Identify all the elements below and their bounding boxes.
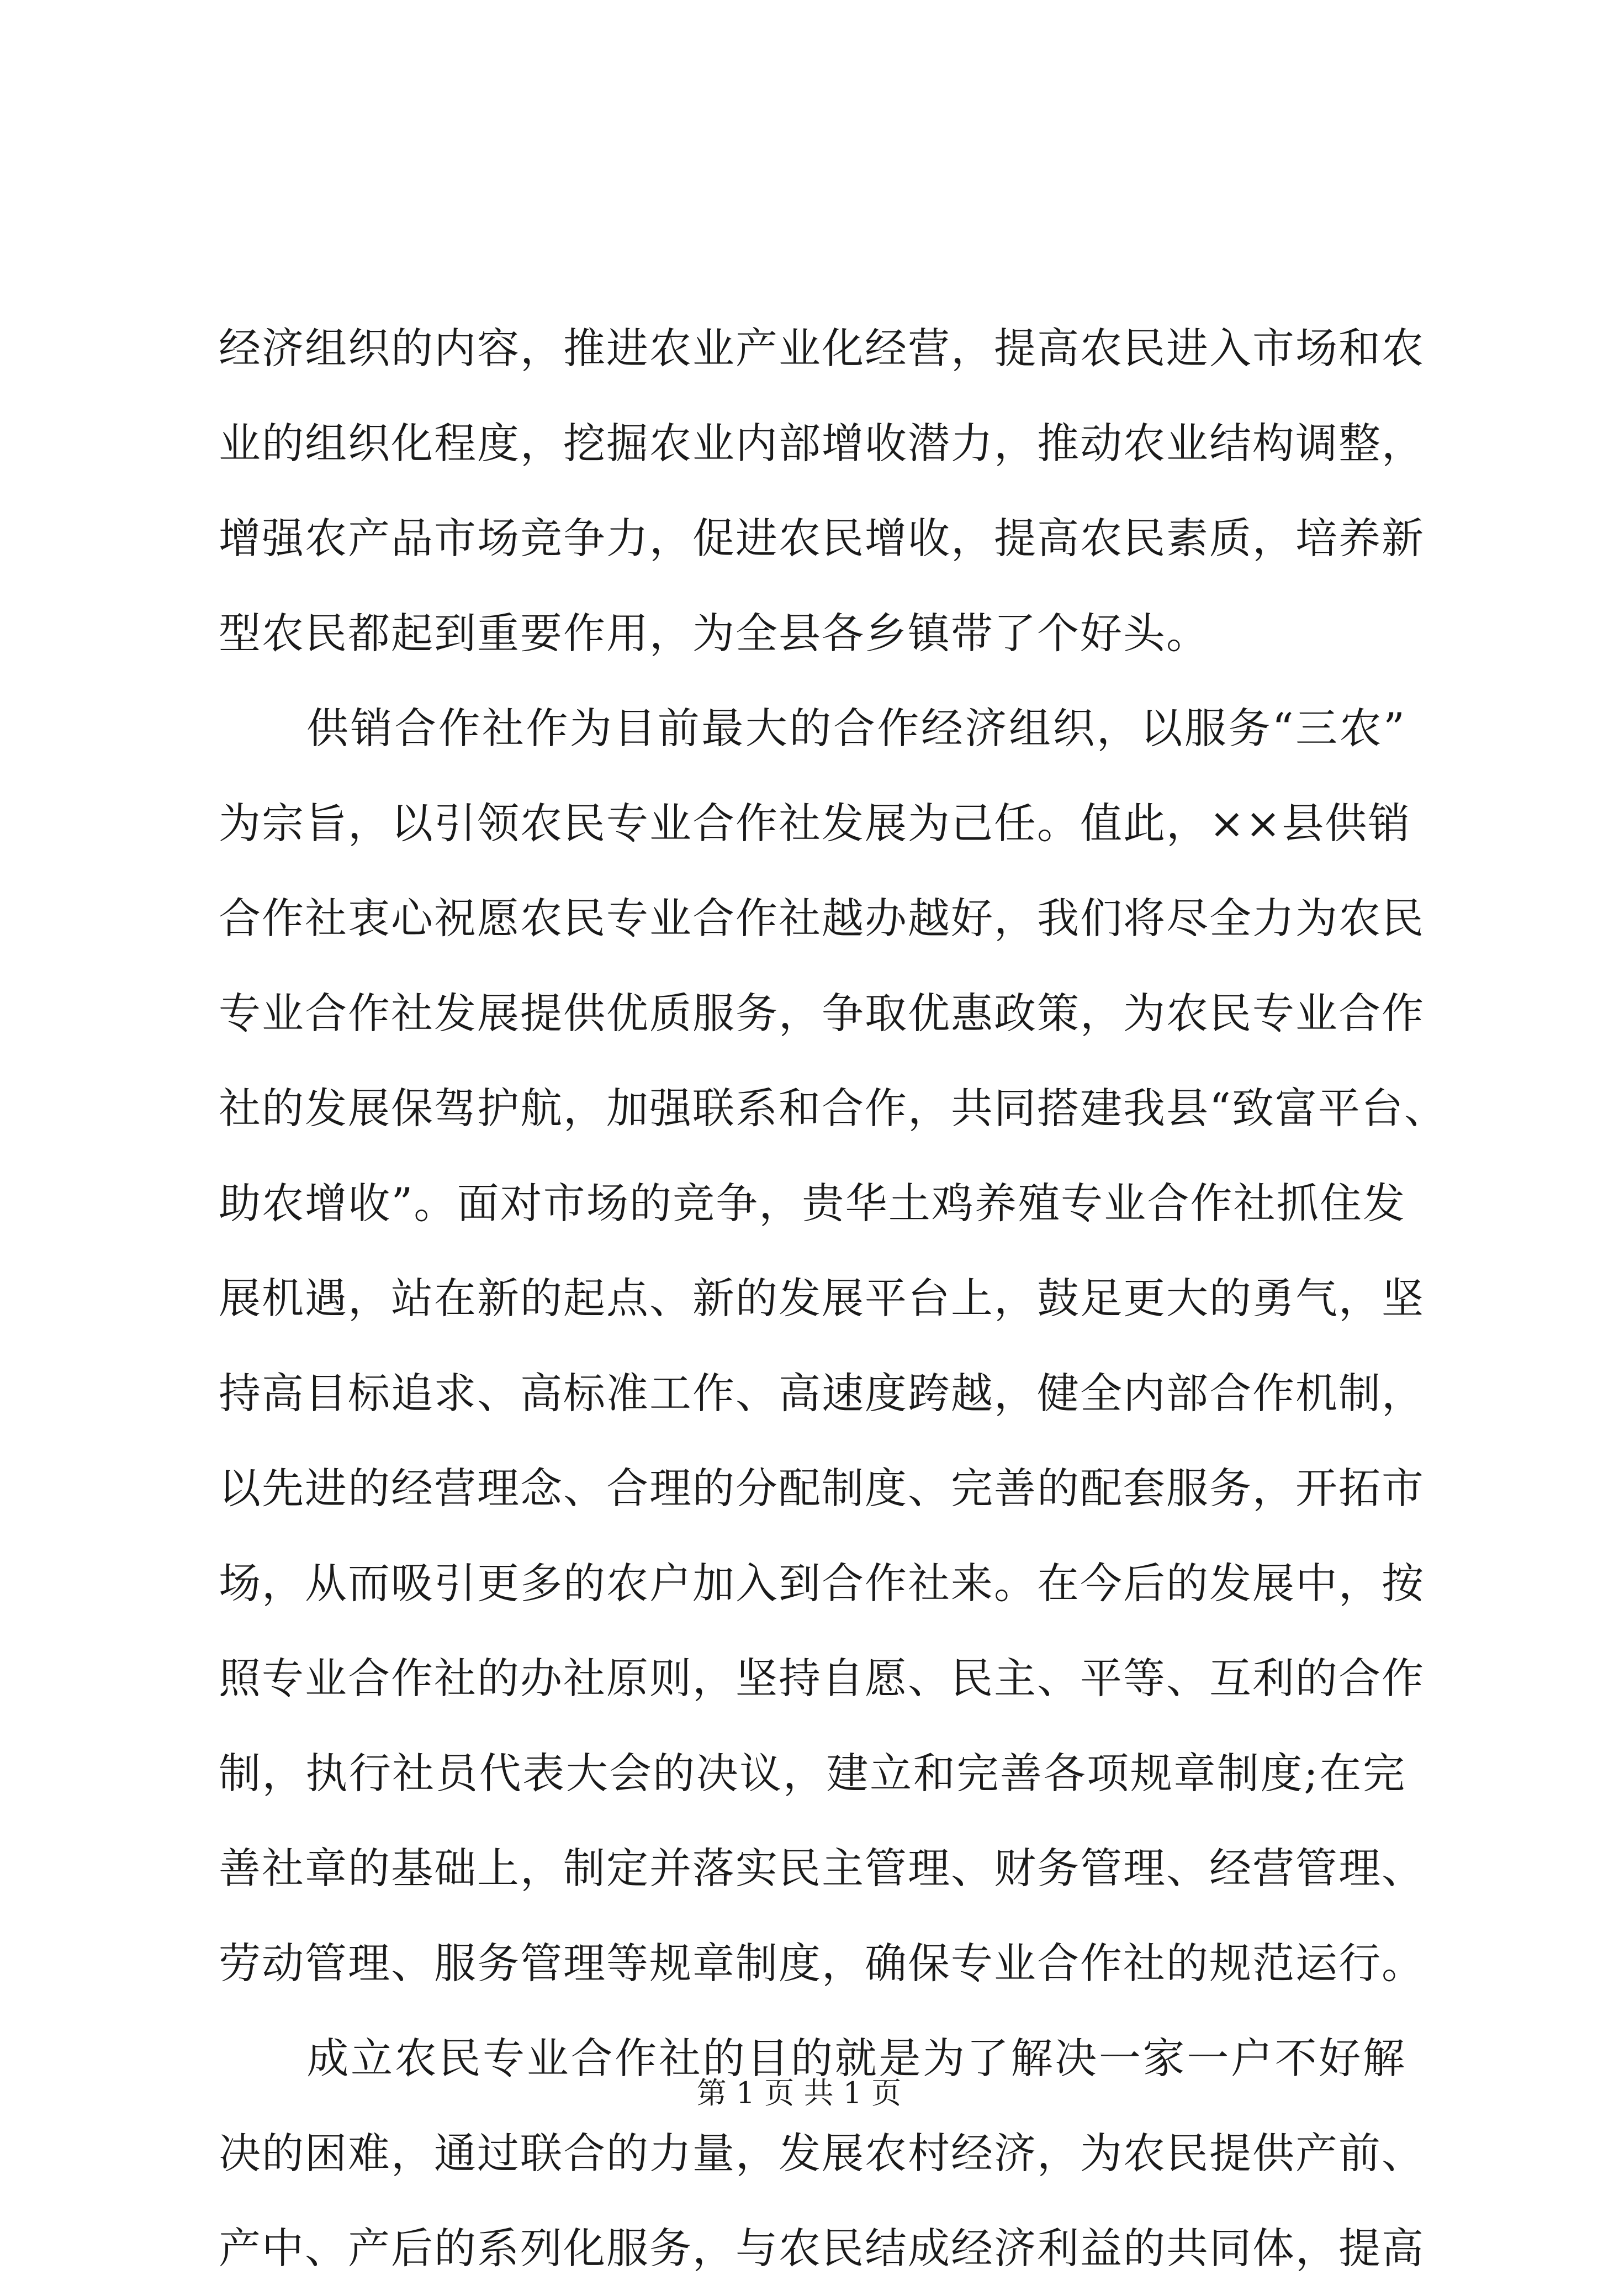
text-line: 为宗旨，以引领农民专业合作社发展为己任。值此，××县供销 [219, 799, 1411, 848]
text-line: 持高目标追求、高标准工作、高速度跨越，健全内部合作机制， [219, 1369, 1425, 1418]
text-line: 以先进的经营理念、合理的分配制度、完善的配套服务，开拓市 [219, 1464, 1425, 1513]
paragraph-first-line: 供销合作社作为目前最大的合作经济组织，以服务“三农” [219, 704, 1406, 753]
text-line: 善社章的基础上，制定并落实民主管理、财务管理、经营管理、 [219, 1844, 1425, 1893]
text-line: 增强农产品市场竞争力，促进农民增收，提高农民素质，培养新 [219, 514, 1425, 563]
text-line: 社的发展保驾护航，加强联系和合作，共同搭建我县“致富平台、 [219, 1084, 1447, 1133]
page-number-footer: 第 1 页 共 1 页 [696, 2076, 902, 2110]
text-line: 展机遇，站在新的起点、新的发展平台上，鼓足更大的勇气，坚 [219, 1274, 1425, 1323]
text-line: 场，从而吸引更多的农户加入到合作社来。在今后的发展中，按 [219, 1559, 1425, 1608]
text-line: 制，执行社员代表大会的决议，建立和完善各项规章制度;在完 [219, 1749, 1406, 1798]
text-line: 产中、产后的系列化服务，与农民结成经济利益的共同体，提高 [219, 2224, 1425, 2273]
text-line: 专业合作社发展提供优质服务，争取优惠政策，为农民专业合作 [219, 989, 1425, 1038]
text-line: 型农民都起到重要作用，为全县各乡镇带了个好头。 [219, 609, 1209, 658]
text-line: 经济组织的内容，推进农业产业化经营，提高农民进入市场和农 [219, 324, 1425, 373]
text-line: 照专业合作社的办社原则，坚持自愿、民主、平等、互利的合作 [219, 1654, 1425, 1703]
document-body [219, 301, 1447, 2296]
text-line: 助农增收”。面对市场的竞争，贵华土鸡养殖专业合作社抓住发 [219, 1179, 1406, 1228]
text-line: 决的困难，通过联合的力量，发展农村经济，为农民提供产前、 [219, 2129, 1425, 2178]
text-line: 劳动管理、服务管理等规章制度，确保专业合作社的规范运行。 [219, 1939, 1425, 1988]
text-line: 合作社衷心祝愿农民专业合作社越办越好，我们将尽全力为农民 [219, 894, 1425, 943]
text-line: 业的组织化程度，挖掘农业内部增收潜力，推动农业结构调整， [219, 419, 1425, 468]
paragraph-first-line: 成立农民专业合作社的目的就是为了解决一家一户不好解 [219, 2034, 1406, 2083]
